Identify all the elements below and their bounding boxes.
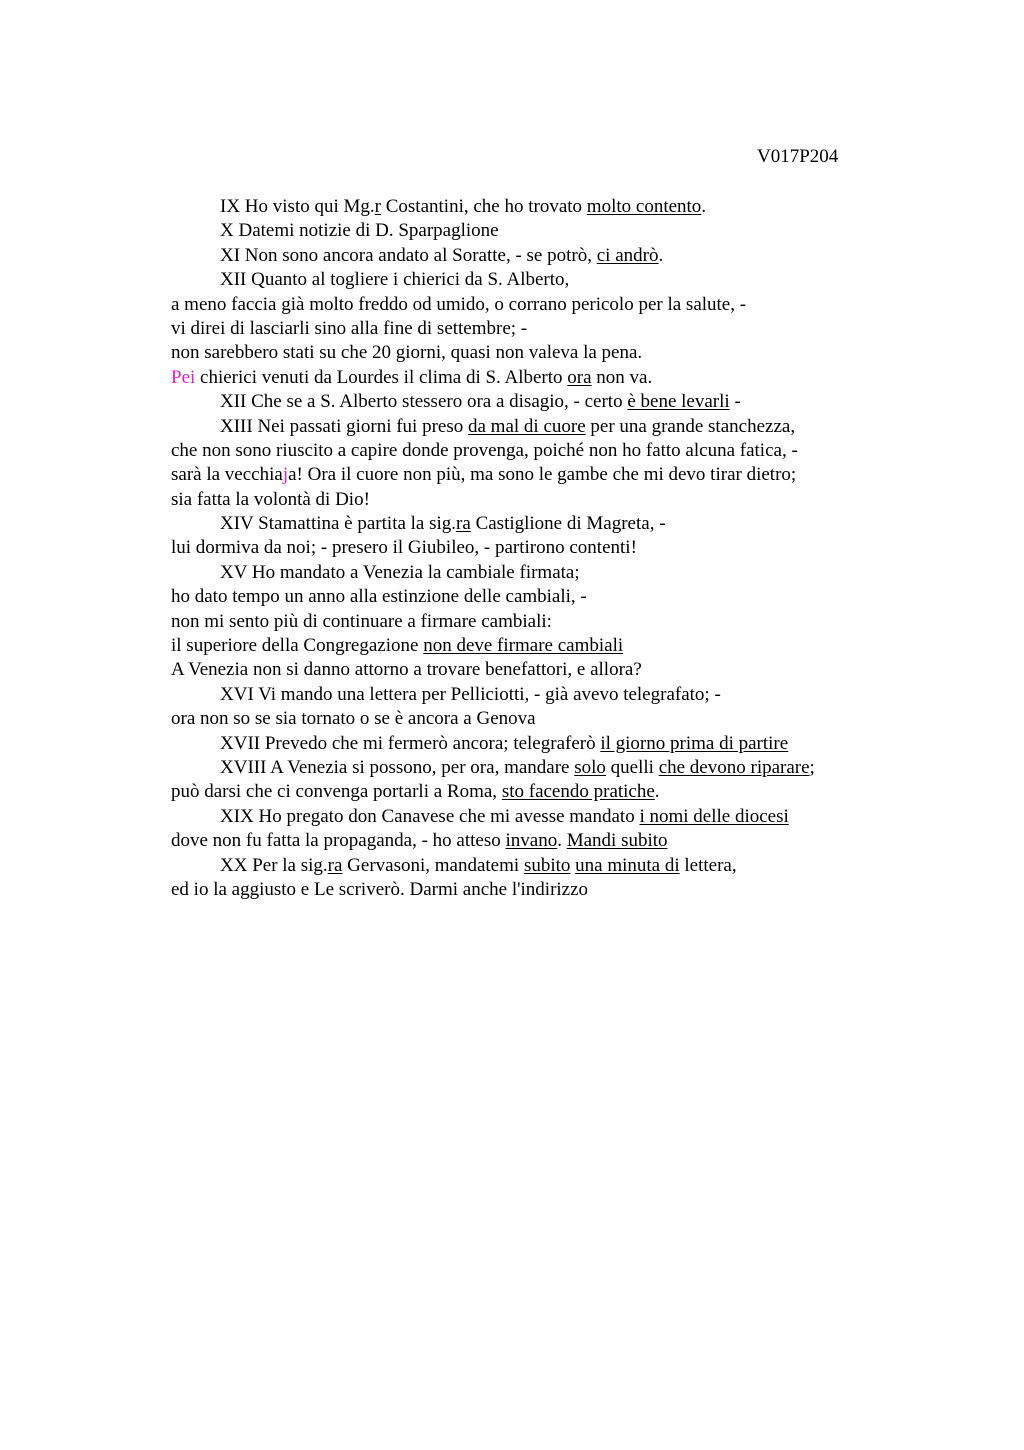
text-line	[171, 293, 911, 317]
text-line	[171, 707, 911, 731]
text-line	[171, 854, 911, 878]
text-segment: ed io la aggiusto e Le scriverò. Darmi anche l'indirizzo	[171, 878, 589, 900]
text-segment: sarà la vecchia	[171, 464, 283, 486]
underlined-text: r	[374, 196, 381, 217]
underlined-text: i nomi delle diocesi	[639, 805, 789, 827]
text-line	[171, 268, 911, 292]
text-segment: .	[557, 830, 567, 852]
underlined-text: è bene levarli	[627, 391, 730, 413]
text-line	[171, 415, 911, 439]
text-line	[171, 317, 911, 341]
text-line	[171, 390, 911, 414]
underlined-text: il giorno prima di partire	[600, 732, 789, 754]
text-segment: Gervasoni, mandatemi	[342, 854, 524, 876]
text-line	[171, 244, 911, 268]
text-line	[171, 805, 911, 829]
text-segment: a meno faccia già molto freddo od umido, o corrano pericolo per la salute, -	[171, 293, 747, 315]
text-line	[171, 366, 911, 390]
text-segment: XVIII A Venezia si possono, per ora, mandare	[220, 756, 575, 778]
text-segment: XII Quanto al togliere i chierici da S. Alberto,	[220, 269, 570, 291]
underlined-text: solo	[574, 756, 606, 778]
text-segment: XIV Stamattina è partita la sig.	[220, 513, 457, 535]
text-segment: XVII Prevedo che mi fermerò ancora; telegraferò	[220, 732, 601, 754]
underlined-text: invano	[505, 830, 558, 852]
underlined-text: una minuta di	[575, 854, 680, 876]
text-line	[171, 439, 911, 463]
text-line	[171, 536, 911, 560]
text-segment: IX Ho visto qui Mg.	[220, 196, 375, 217]
underlined-text: ci andrò	[596, 244, 659, 266]
underlined-text: che devono riparare	[658, 756, 810, 778]
highlighted-text: j	[282, 464, 289, 486]
highlighted-text: Pei	[171, 366, 196, 388]
text-segment: per una grande stanchezza,	[585, 415, 796, 437]
text-segment: XX Per la sig.	[220, 854, 328, 876]
text-line	[171, 658, 911, 682]
text-line	[171, 756, 911, 780]
text-segment: .	[701, 196, 707, 217]
text-segment: XVI Vi mando una lettera per Pelliciotti, - già avevo telegrafato; -	[220, 683, 721, 705]
text-segment: non sarebbero stati su che 20 giorni, quasi non valeva la pena.	[171, 342, 643, 364]
text-segment: lui dormiva da noi; - presero il Giubileo, - partirono contenti!	[171, 537, 637, 559]
text-line	[171, 463, 911, 487]
text-line	[171, 683, 911, 707]
text-segment: ho dato tempo un anno alla estinzione delle cambiali, -	[171, 586, 587, 608]
text-segment: chierici venuti da Lourdes il clima di S. Alberto	[195, 366, 568, 388]
text-segment: non va.	[591, 366, 653, 388]
text-segment: vi direi di lasciarli sino alla fine di settembre; -	[171, 317, 528, 339]
text-line	[171, 732, 911, 756]
text-line	[171, 634, 911, 658]
text-segment: XV Ho mandato a Venezia la cambiale firmata;	[220, 561, 580, 583]
text-line	[171, 195, 911, 219]
text-segment: X Datemi notizie di D. Sparpaglione	[220, 220, 499, 242]
text-segment: lettera,	[679, 854, 737, 876]
page-id: V017P204	[757, 146, 839, 167]
text-line	[171, 610, 911, 634]
underlined-text: molto contento	[586, 196, 702, 217]
text-segment: che non sono riuscito a capire donde provenga, poiché non ho fatto alcuna fatica, -	[171, 439, 798, 461]
underlined-text: non deve firmare cambiali	[423, 635, 624, 657]
text-segment: .	[654, 781, 660, 803]
underlined-text: da mal di cuore	[468, 415, 586, 437]
text-segment: XI Non sono ancora andato al Soratte, - se potrò,	[220, 244, 597, 266]
text-segment: Costantini, che ho trovato	[380, 196, 587, 217]
underlined-text: sto facendo pratiche	[501, 781, 655, 803]
text-line	[171, 341, 911, 365]
text-segment: XIII Nei passati giorni fui preso	[220, 415, 468, 437]
text-segment: quelli	[605, 756, 659, 778]
text-segment: -	[729, 391, 741, 413]
text-line	[171, 219, 911, 243]
underlined-text: ra	[456, 513, 471, 535]
text-segment: A Venezia non si danno attorno a trovare benefattori, e allora?	[171, 659, 642, 681]
text-segment: dove non fu fatta la propaganda, - ho atteso	[171, 830, 506, 852]
underlined-text: ra	[327, 854, 343, 876]
text-segment: ;	[809, 756, 815, 778]
text-segment: a! Ora il cuore non più, ma sono le gambe che mi devo tirar dietro;	[288, 464, 797, 486]
text-line	[171, 561, 911, 585]
text-line	[171, 585, 911, 609]
text-segment: non mi sento più di continuare a firmare cambiali:	[171, 610, 552, 632]
text-segment: può darsi che ci convenga portarli a Roma,	[171, 781, 502, 803]
text-segment: .	[658, 244, 664, 266]
text-segment: sia fatta la volontà di Dio!	[171, 488, 370, 510]
underlined-text: subito	[523, 854, 571, 876]
letter-body	[171, 195, 911, 902]
text-segment: XIX Ho pregato don Canavese che mi avesse mandato	[220, 805, 640, 827]
text-line	[171, 780, 911, 804]
text-segment: XII Che se a S. Alberto stessero ora a disagio, - certo	[220, 391, 628, 413]
underlined-text: Mandi subito	[566, 830, 668, 852]
text-segment: Castiglione di Magreta, -	[470, 513, 666, 535]
text-line	[171, 878, 911, 902]
text-line	[171, 829, 911, 853]
text-segment: il superiore della Congregazione	[171, 635, 424, 657]
text-line	[171, 488, 911, 512]
text-segment: ora non so se sia tornato o se è ancora a Genova	[171, 708, 536, 730]
text-line	[171, 512, 911, 536]
underlined-text: ora	[567, 366, 592, 388]
